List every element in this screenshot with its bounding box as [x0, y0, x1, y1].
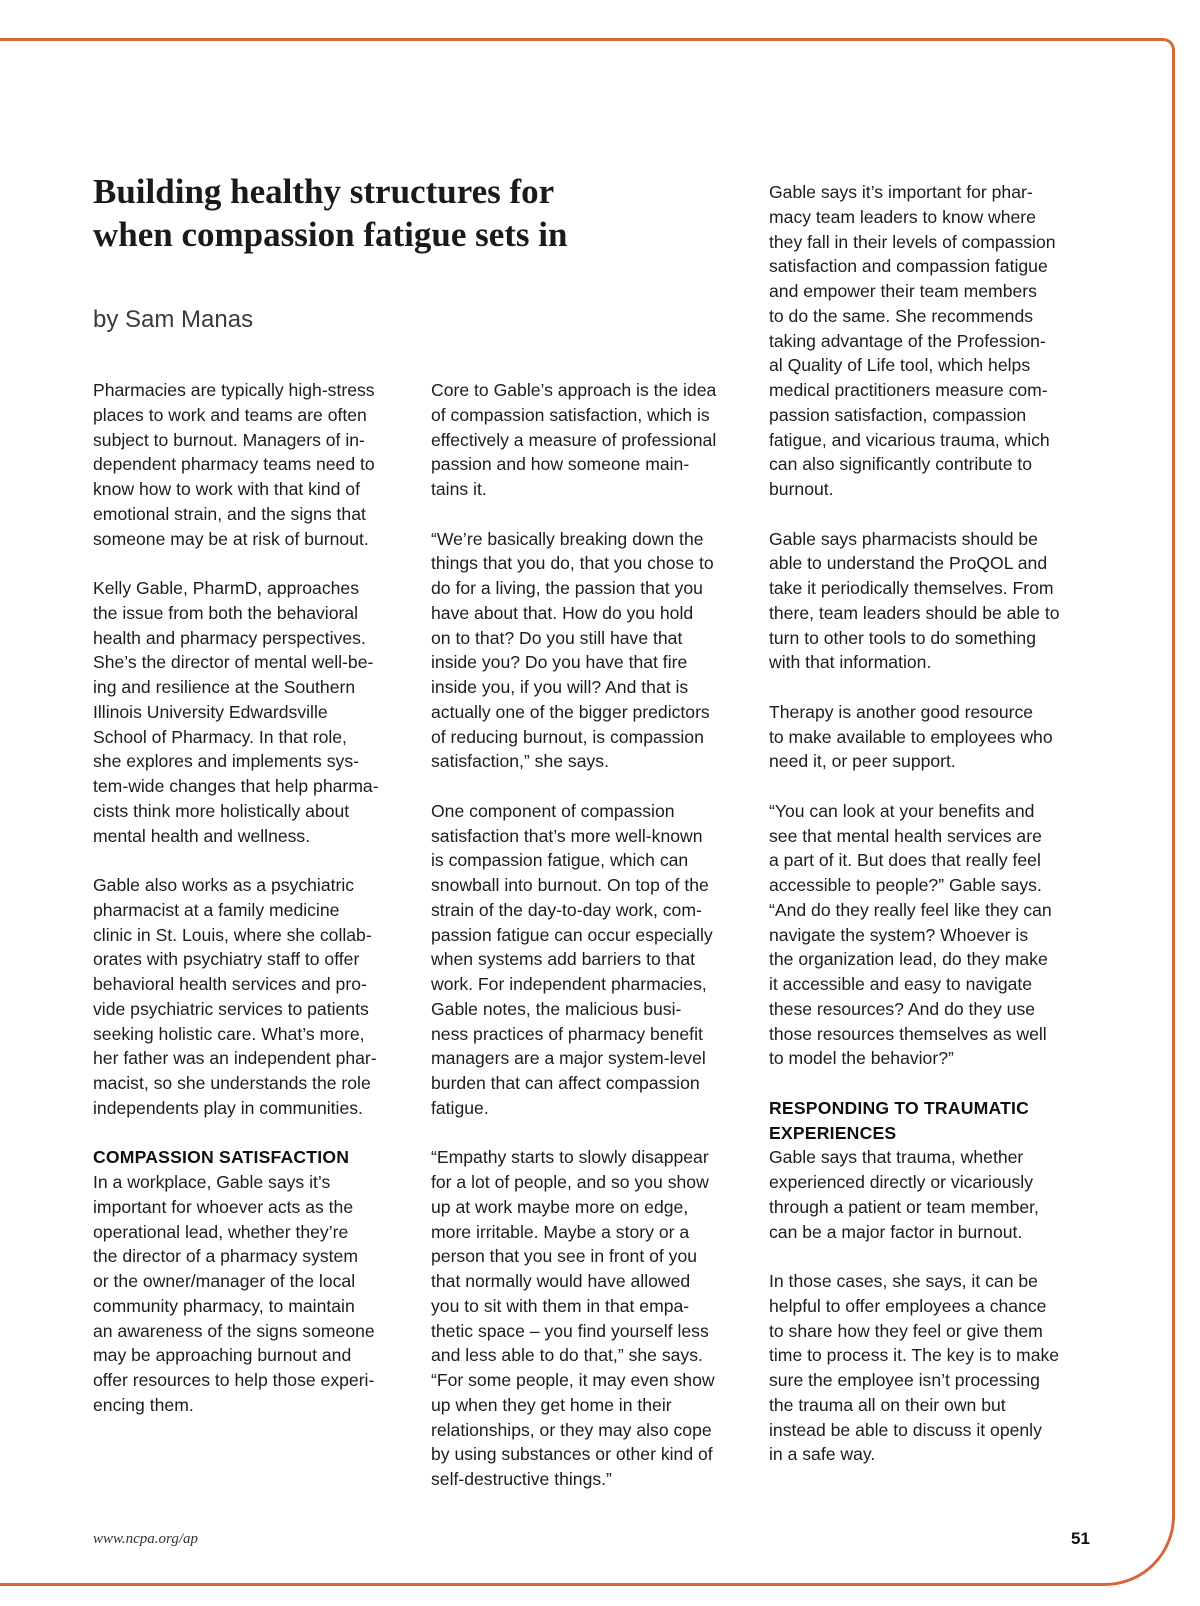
section-heading-responding-to-traumatic-experiences: RESPONDING TO TRAUMATIC EXPERIENCES [769, 1097, 1030, 1143]
article-column-3 [769, 180, 1087, 1492]
paragraph: Kelly Gable, PharmD, approaches the issue from both the behavioral health and pharmacy perspectives. She’s the director of mental well-be- ing and resilience at the Southern Illinois University Edwardsville School of Pharmacy. In that role, she explores and implements sys- tem-wide changes that help pharma- cists think more holistically about mental health and wellness. [93, 578, 379, 846]
paragraph: “Empathy starts to slowly disappear for a lot of people, and so you show up at work maybe more on edge, more irritable. Maybe a story or a person that you see in front of you that normally would have allowed you to sit with them in that empa- thetic space – you find yourself less and less able to do that,” she says. “For some people, it may even show up when they get home in their relationships, or they may also cope by using substances or other kind of self-destructive things.” [431, 1147, 715, 1489]
paragraph: Gable says it’s important for phar- macy team leaders to know where they fall in their levels of compassion satisfaction and compassion fatigue and empower their team members to do the same. She recommends taking advantage of the Profession- al Quality of Life tool, which helps medical practitioners measure com- passion satisfaction, compassion fatigue, and vicarious trauma, which can also significantly contribute to burnout. [769, 182, 1056, 499]
paragraph: Gable says pharmacists should be able to understand the ProQOL and take it periodically themselves. From there, team leaders should be able to turn to other tools to do something with that information. [769, 528, 1060, 673]
footer-url-link[interactable]: www.ncpa.org/ap [93, 1531, 199, 1547]
section-heading-compassion-satisfaction: COMPASSION SATISFACTION [93, 1147, 350, 1168]
paragraph: Pharmacies are typically high-stress places to work and teams are often subject to burnout. Managers of in- dependent pharmacy teams need to know how to work with that kind of emotional strain, and the signs that someone may be at risk of burnout. [93, 380, 375, 549]
paragraph: In a workplace, Gable says it’s important for whoever acts as the operational lead, whether they’re the director of a pharmacy system or the owner/manager of the local community pharmacy, to maintain an awareness of the signs someone may be approaching burnout and offer resources to help those experi- encing them. [93, 1172, 375, 1415]
article-column-1 [93, 378, 408, 1442]
paragraph: “You can look at your benefits and see that mental health services are a part of it. But does that really feel accessible to people?” Gable says. “And do they really feel like they can navigate the system? Whoever is the organization lead, do they make it accessible and easy to navigate these resources? And do they use those resources themselves as well to model the behavior?” [769, 800, 1052, 1069]
paragraph: In those cases, she says, it can be helpful to offer employees a chance to share how they feel or give them time to process it. The key is to make sure the employee isn’t processing the trauma all on their own but instead be able to discuss it openly in a safe way. [769, 1271, 1060, 1465]
paragraph: Core to Gable’s approach is the idea of compassion satisfaction, which is effectively a measure of professional passion and how someone main- tains it. [431, 380, 717, 499]
article-byline: by Sam Manas [93, 306, 254, 333]
paragraph: Therapy is another good resource to make available to employees who need it, or peer support. [769, 701, 1053, 772]
paragraph: One component of compassion satisfaction that’s more well-known is compassion fatigue, which can snowball into burnout. On top of the strain of the day-to-day work, com- passion fatigue can occur especially when systems add barriers to that work. For independent pharmacies, Gable notes, the malicious busi- ness practices of pharmacy benefit managers are a major system-level burden that can affect compassion fatigue. [431, 800, 713, 1118]
paragraph: “We’re basically breaking down the things that you do, that you chose to do for a living, the passion that you have about that. How do you hold on to that? Do you still have that inside you? Do you have that fire inside you, if you will? And that is actually one of the bigger predictors of reducing burnout, is compassion satisfaction,” she says. [431, 528, 714, 772]
article-title: Building healthy structures for when compassion fatigue sets in [93, 172, 568, 254]
article-column-2 [431, 378, 746, 1517]
page-number: 51 [1071, 1529, 1090, 1548]
paragraph: Gable says that trauma, whether experienced directly or vicariously through a patient or team member, can be a major factor in burnout. [769, 1147, 1039, 1242]
paragraph: Gable also works as a psychiatric pharmacist at a family medicine clinic in St. Louis, where she collab- orates with psychiatry staff to offer behavioral health services and pro- vide psychiatric services to patients seeking holistic care. What’s more, her father was an independent phar- macist, so she understands the role independents play in communities. [93, 875, 377, 1118]
